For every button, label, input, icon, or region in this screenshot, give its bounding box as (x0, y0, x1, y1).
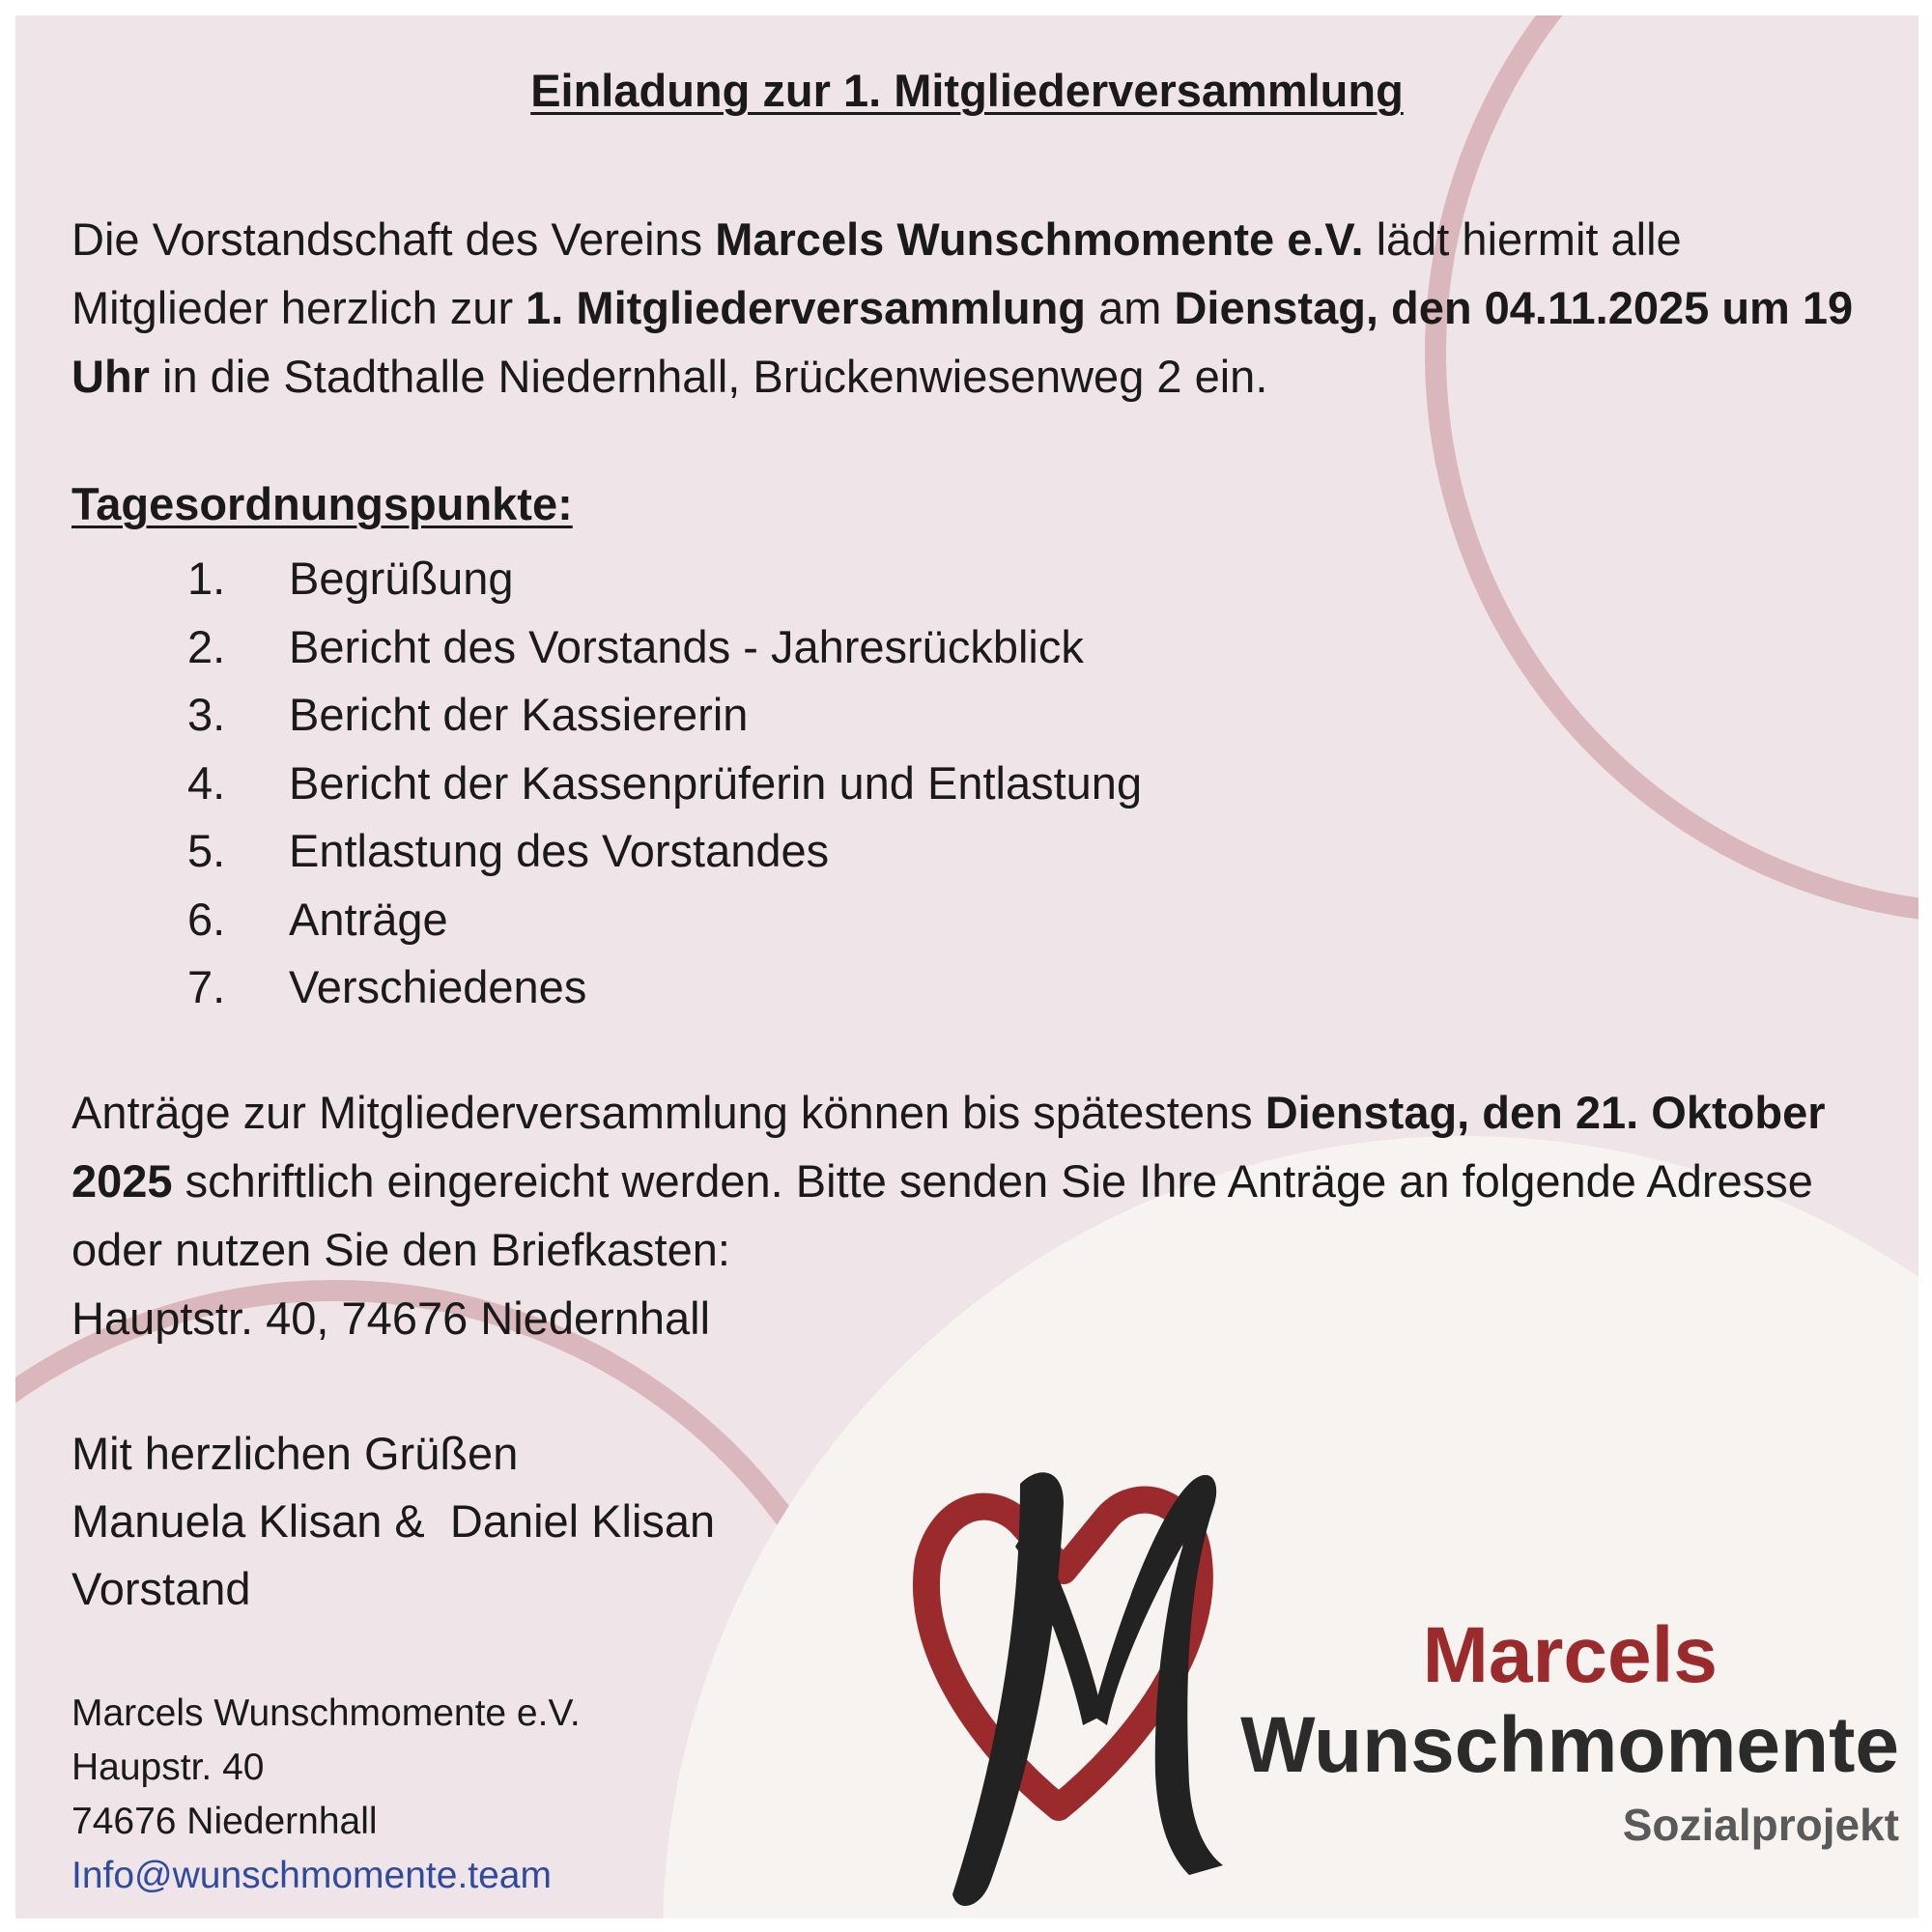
invitation-page (15, 15, 1918, 1918)
agenda-item-number: 4. (187, 756, 226, 809)
agenda-item-text: Bericht der Kassenprüferin und Entlastung (289, 756, 1143, 809)
agenda-item-number: 2. (187, 620, 226, 672)
footer-street: Haupstr. 40 (71, 1747, 265, 1788)
submission-address: Hauptstr. 40, 74676 Niedernhall (71, 1293, 711, 1344)
agenda-item-number: 7. (187, 961, 226, 1012)
agenda-item-text: Anträge (289, 893, 448, 945)
deadline-paragraph (71, 1078, 1868, 1352)
agenda-item-text: Bericht der Kassiererin (289, 689, 749, 740)
closing-greeting (71, 1420, 715, 1623)
agenda-item-text: Bericht des Vorstands - Jahresrückblick (289, 620, 1084, 672)
contact-footer (71, 1687, 581, 1903)
greeting-line: Mit herzlichen Grüßen (71, 1428, 519, 1479)
intro-text: am (1086, 282, 1175, 333)
page-title: Einladung zur 1. Mitgliederversammlung (530, 65, 1404, 116)
intro-text: lädt hiermit alle Mitglieder herzlich zur (71, 213, 1682, 333)
agenda-item-number: 6. (187, 893, 226, 945)
agenda-item-text: Entlastung des Vorstandes (289, 825, 830, 876)
intro-text: in die Stadthalle Niedernhall, Brückenwiesenweg 2 ein. (149, 351, 1268, 402)
intro-text: Die Vorstandschaft des Vereins (71, 213, 716, 265)
association-name: Marcels Wunschmomente e.V. (715, 213, 1364, 265)
signatories: Manuela Klisan & Daniel Klisan (71, 1495, 716, 1547)
agenda-heading: Tagesordnungspunkte: (71, 478, 573, 529)
deadline-text: schriftlich eingereicht werden. Bitte senden Sie Ihre Anträge an folgende Adresse oder nutzen Sie den Briefkasten: (71, 1155, 1813, 1275)
signatory-role: Vorstand (71, 1563, 251, 1614)
meeting-name: 1. Mitgliederversammlung (526, 282, 1087, 333)
footer-email-link[interactable]: Info@wunschmomente.team (71, 1855, 552, 1896)
logo-text-wunschmomente: Wunschmomente (1240, 1701, 1899, 1789)
agenda-item-number: 1. (187, 553, 226, 604)
deadline-date: Dienstag, den 21. Oktober 2025 (71, 1087, 1826, 1207)
logo-text-marcels: Marcels (1422, 1611, 1718, 1699)
intro-paragraph (71, 205, 1888, 411)
logo-text-sozialprojekt: Sozialprojekt (1622, 1800, 1899, 1850)
footer-city: 74676 Niedernhall (71, 1801, 378, 1842)
agenda-item-number: 5. (187, 825, 226, 876)
agenda-item-text: Begrüßung (289, 553, 514, 604)
meeting-date: Dienstag, den 04.11.2025 um 19 Uhr (71, 282, 1854, 402)
agenda-item-text: Verschiedenes (289, 961, 587, 1012)
footer-org-name: Marcels Wunschmomente e.V. (71, 1692, 581, 1734)
deadline-text: Anträge zur Mitgliederversammlung können bis spätestens (71, 1087, 1265, 1138)
agenda-item-number: 3. (187, 689, 226, 740)
